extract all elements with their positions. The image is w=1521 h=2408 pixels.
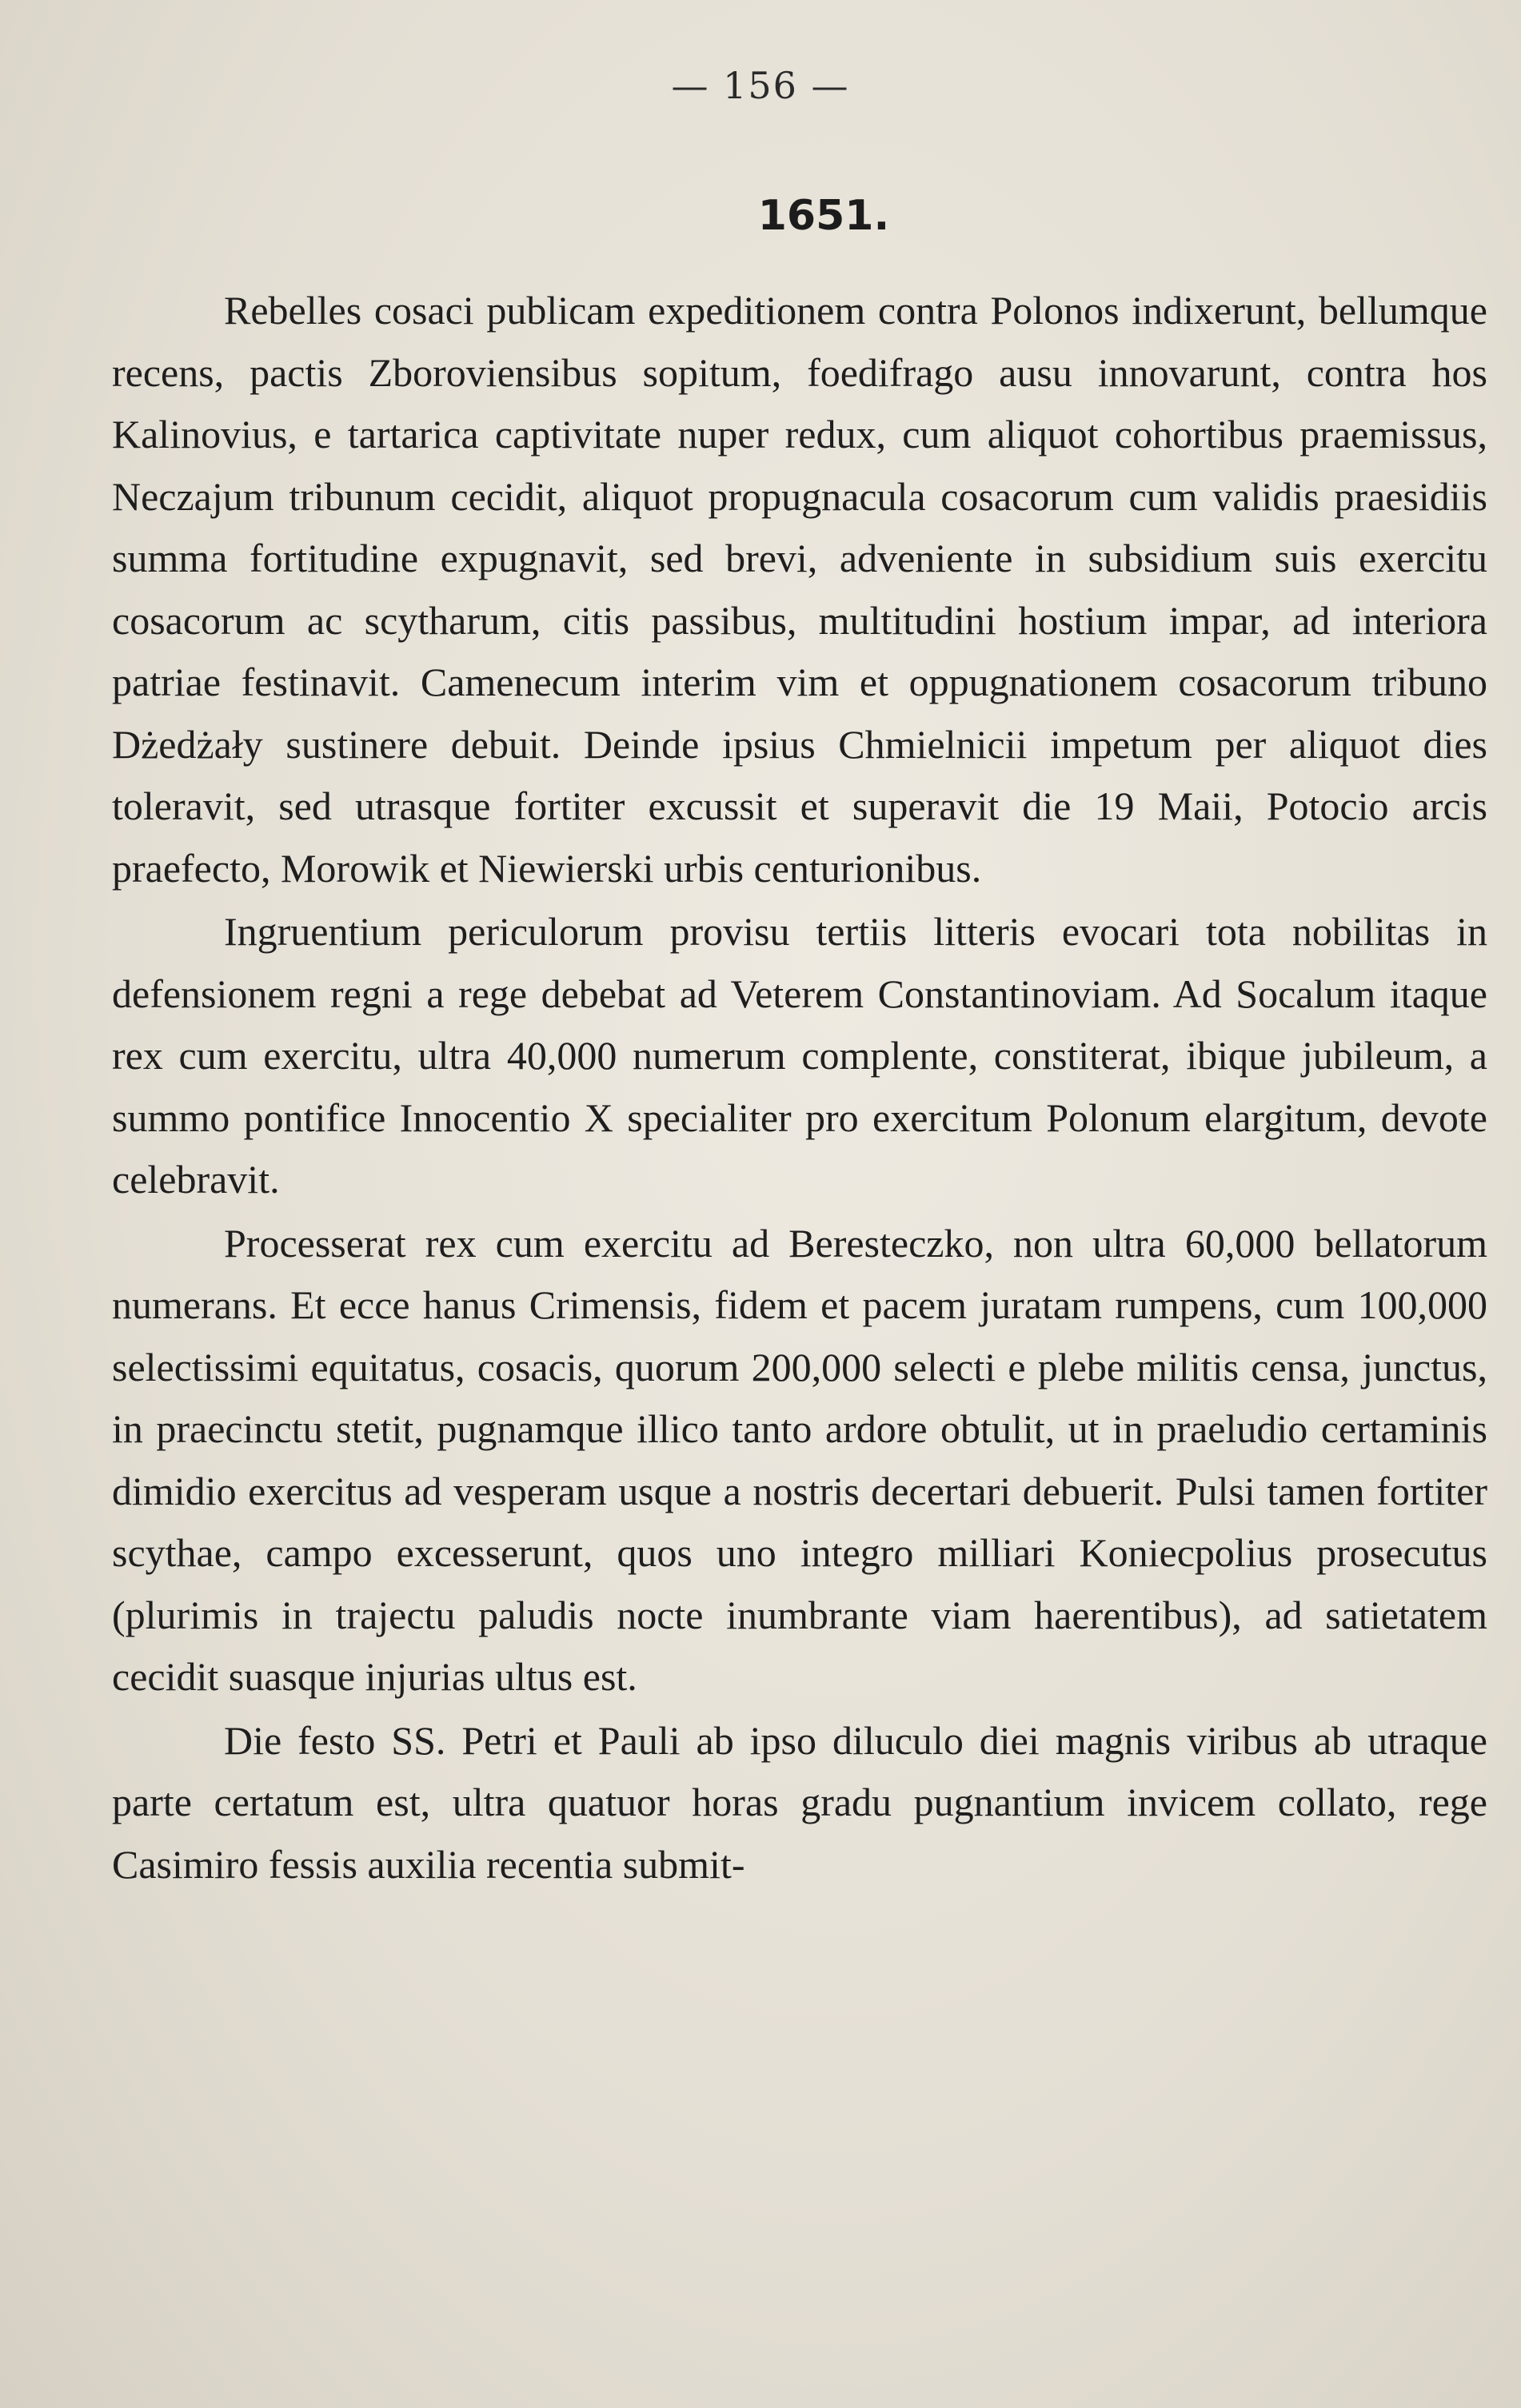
page-number: — 156 — <box>671 64 850 107</box>
paragraph: Rebelles cosaci publicam expeditionem contra Polonos indixerunt, bellumque recens, pactis Zboroviensibus sopitum, foedifrago ausu innovarunt, contra hos Kalinovius, e tartarica captivitate nuper redux, cum aliquot cohortibus praemissus, Neczajum tribunum cecidit, aliquot propugnacula cosacorum cum validis praesidiis summa fortitudine expugnavit, sed brevi, adveniente in subsidium suis exercitu cosacorum ac scytharum, citis passibus, multitudini hostium impar, ad interiora patriae festinavit. Camenecum interim vim et oppugnationem cosacorum tribuno Dżedżały sustinere debuit. Deinde ipsius Chmielnicii impetum per aliquot dies toleravit, sed utrasque fortiter excussit et superavit die 19 Maii, Potocio arcis praefecto, Morowik et Niewierski urbis centurionibus. <box>112 288 1487 891</box>
paragraph: Ingruentium periculorum provisu tertiis litteris evocari tota nobilitas in defensionem regni a rege debebat ad Veterem Constantinoviam. Ad Socalum itaque rex cum exercitu, ultra 40,000 numerum complente, constiterat, ibique jubileum, a summo pontifice Innocentio X specialiter pro exercitum Polonum elargitum, devote celebravit. <box>112 909 1487 1202</box>
year-heading: 1651. <box>757 192 890 240</box>
paragraph: Die festo SS. Petri et Pauli ab ipso diluculo diei magnis viribus ab utraque parte certatum est, ultra quatuor horas gradu pugnantium invicem collato, rege Casimiro fessis auxilia recentia submit- <box>112 1717 1487 1887</box>
text-body <box>112 280 1487 1896</box>
paragraph: Processerat rex cum exercitu ad Beresteczko, non ultra 60,000 bellatorum numerans. Et ecce hanus Crimensis, fidem et pacem juratam rumpens, cum 100,000 selectissimi equitatus, cosacis, quorum 200,000 selecti e plebe militis censa, junctus, in praecinctu stetit, pugnamque illico tanto ardore obtulit, ut in praeludio certaminis dimidio exercitus ad vesperam usque a nostris decertari debuerit. Pulsi tamen fortiter scythae, campo excesserunt, quos uno integro milliari Koniecpolius prosecutus (plurimis in trajectu paludis nocte inumbrante viam haerentibus), ad satietatem cecidit suasque injurias ultus est. <box>112 1220 1487 1699</box>
